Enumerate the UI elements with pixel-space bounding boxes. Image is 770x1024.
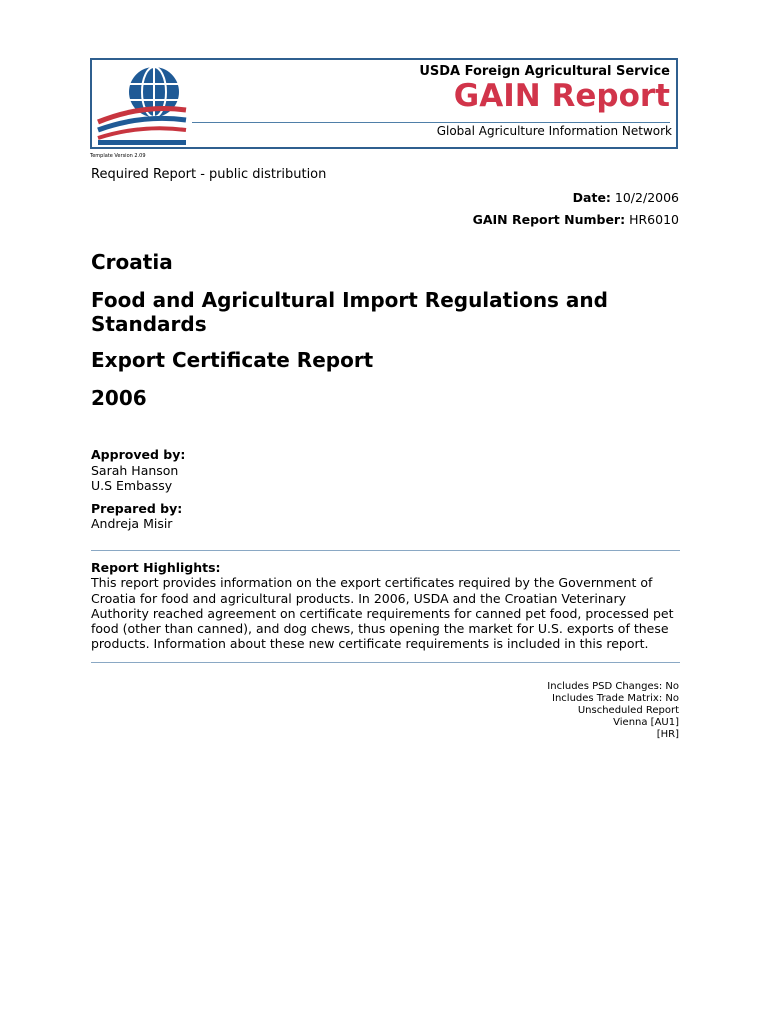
approved-name: Sarah Hanson (91, 462, 179, 478)
agency-name: USDA Foreign Agricultural Service (419, 64, 670, 79)
highlights-bottom-divider (91, 662, 680, 663)
report-type-heading: Export Certificate Report (91, 348, 374, 372)
year-heading: 2006 (91, 386, 147, 410)
number-value: HR6010 (629, 212, 679, 227)
approved-label: Approved by: (91, 447, 186, 462)
prepared-name: Andreja Misir (91, 516, 173, 531)
highlights-label: Report Highlights: (91, 560, 221, 575)
psd-changes: Includes PSD Changes: No (547, 681, 679, 692)
people-section (91, 447, 185, 532)
approved-org: U.S Embassy (91, 478, 173, 493)
header-divider (192, 122, 670, 123)
date-value: 10/2/2006 (614, 190, 679, 205)
number-label: GAIN Report Number: (472, 212, 626, 227)
template-version: Template Version 2.09 (90, 153, 146, 159)
report-title: GAIN Report (453, 78, 670, 114)
country-code: [HR] (656, 729, 679, 740)
subject-heading: Food and Agricultural Import Regulations and Standards (91, 288, 608, 336)
post-name: Vienna [AU1] (613, 717, 679, 728)
highlights-text: This report provides information on the export certificates required by the Government of Croatia for food and agricultural products. In 2006, USDA and the Croatian Veterinary Authority reached agreement on certificate requirements for canned pet food, processed pet food (other than canned), and dog chews, thus opening the market for U.S. exports of these products. Information about these new certificate requirements is included in this report. (91, 575, 674, 652)
highlights-top-divider (91, 550, 680, 551)
schedule-type: Unscheduled Report (577, 705, 679, 716)
report-highlights (91, 560, 681, 652)
report-number (473, 212, 679, 227)
prepared-label: Prepared by: (91, 500, 183, 516)
report-footer (547, 681, 679, 741)
report-header (90, 58, 678, 149)
date-label: Date: (572, 190, 611, 205)
network-name: Global Agriculture Information Network (436, 124, 672, 138)
usda-globe-logo-icon (96, 64, 188, 146)
distribution-note: Required Report - public distribution (91, 167, 327, 182)
trade-matrix: Includes Trade Matrix: No (552, 693, 679, 704)
country-heading: Croatia (91, 250, 173, 274)
report-date (573, 190, 679, 205)
